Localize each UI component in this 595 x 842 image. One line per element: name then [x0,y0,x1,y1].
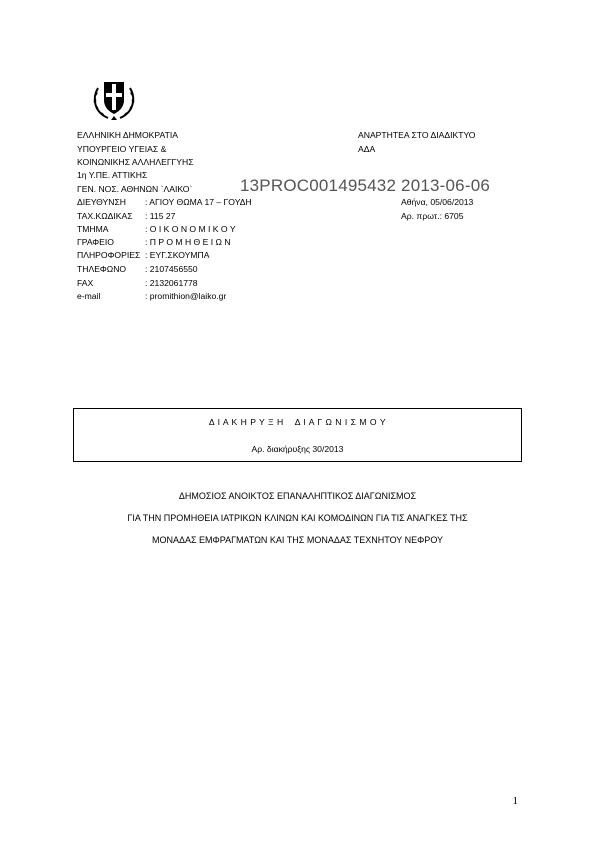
announcement-title: Δ Ι Α Κ Η Ρ Υ Ξ Η Δ Ι Α Γ Ω Ν Ι Σ Μ Ο Υ [208,417,387,427]
contact-label: ΓΡΑΦΕΙΟ [77,237,114,247]
document-date: Αθήνα, 05/06/2013 [401,197,474,207]
contact-label: ΤΑΧ.ΚΩΔΙΚΑΣ [77,211,133,221]
contact-value: : 2107456550 [145,264,198,274]
protocol-number: Αρ. πρωτ.: 6705 [401,211,464,221]
subject-line-2: ΓΙΑ ΤΗΝ ΠΡΟΜΗΘΕΙΑ ΙΑΤΡΙΚΩΝ ΚΛΙΝΩΝ ΚΑΙ ΚΟΜΟΔΙΝΩΝ ΓΙΑ ΤΙΣ ΑΝΑΓΚΕΣ ΤΗΣ [127,513,468,523]
contact-label: ΠΛΗΡΟΦΟΡΙΕΣ [77,250,141,260]
contact-value: : ΑΓΙΟΥ ΘΩΜΑ 17 – ΓΟΥΔΗ [145,197,252,207]
contact-label: FAX [77,278,94,288]
ada-label: ΑΔΑ [358,144,376,154]
contact-value: : Ο Ι Κ Ο Ν Ο Μ Ι Κ Ο Υ [145,224,236,234]
announcement-title-box [73,408,522,462]
issuer-line-2: ΥΠΟΥΡΓΕΙΟ ΥΓΕΙΑΣ & [77,144,167,154]
page-number: 1 [512,795,518,807]
announcement-number: Αρ. διακήρυξης 30/2013 [251,444,344,454]
issuer-line-5: ΓΕΝ. ΝΟΣ. ΑΘΗΝΩΝ `ΛΑΙΚΟ` [77,184,193,194]
contact-label: ΤΗΛΕΦΩΝΟ [77,264,127,274]
contact-value: : Π Ρ Ο Μ Η Θ Ε Ι Ω Ν [145,237,231,247]
contact-email-link[interactable]: : promithion@laiko.gr [145,291,227,301]
contact-value: : 2132061778 [145,278,198,288]
contact-value: : ΕΥΓ.ΣΚΟΥΜΠΑ [145,250,210,260]
issuer-line-3: ΚΟΙΝΩΝΙΚΗΣ ΑΛΛΗΛΕΓΓΥΗΣ [77,157,194,167]
contact-label: e-mail [77,291,101,301]
registry-watermark: 13PROC001495432 2013-06-06 [240,176,490,195]
contact-value: : 115 27 [145,211,176,221]
publish-online-note: ΑΝΑΡΤΗΤΕΑ ΣΤΟ ΔΙΑΔΙΚΤΥΟ [358,130,476,140]
subject-line-1: ΔΗΜΟΣΙΟΣ ΑΝΟΙΚΤΟΣ ΕΠΑΝΑΛΗΠΤΙΚΟΣ ΔΙΑΓΩΝΙΣΜΟΣ [178,491,417,501]
subject-line-3: ΜΟΝΑΔΑΣ ΕΜΦΡΑΓΜΑΤΩΝ ΚΑΙ ΤΗΣ ΜΟΝΑΔΑΣ ΤΕΧΝΗΤΟΥ ΝΕΦΡΟΥ [151,535,444,545]
contact-label: ΔΙΕΥΘΥΝΣΗ [77,197,126,207]
greek-coat-of-arms-icon [90,76,138,122]
contact-label: ΤΜΗΜΑ [77,224,109,234]
issuer-line-1: ΕΛΛΗΝΙΚΗ ΔΗΜΟΚΡΑΤΙΑ [77,130,178,140]
issuer-line-4: 1η Υ.ΠΕ. ΑΤΤΙΚΗΣ [77,170,148,180]
